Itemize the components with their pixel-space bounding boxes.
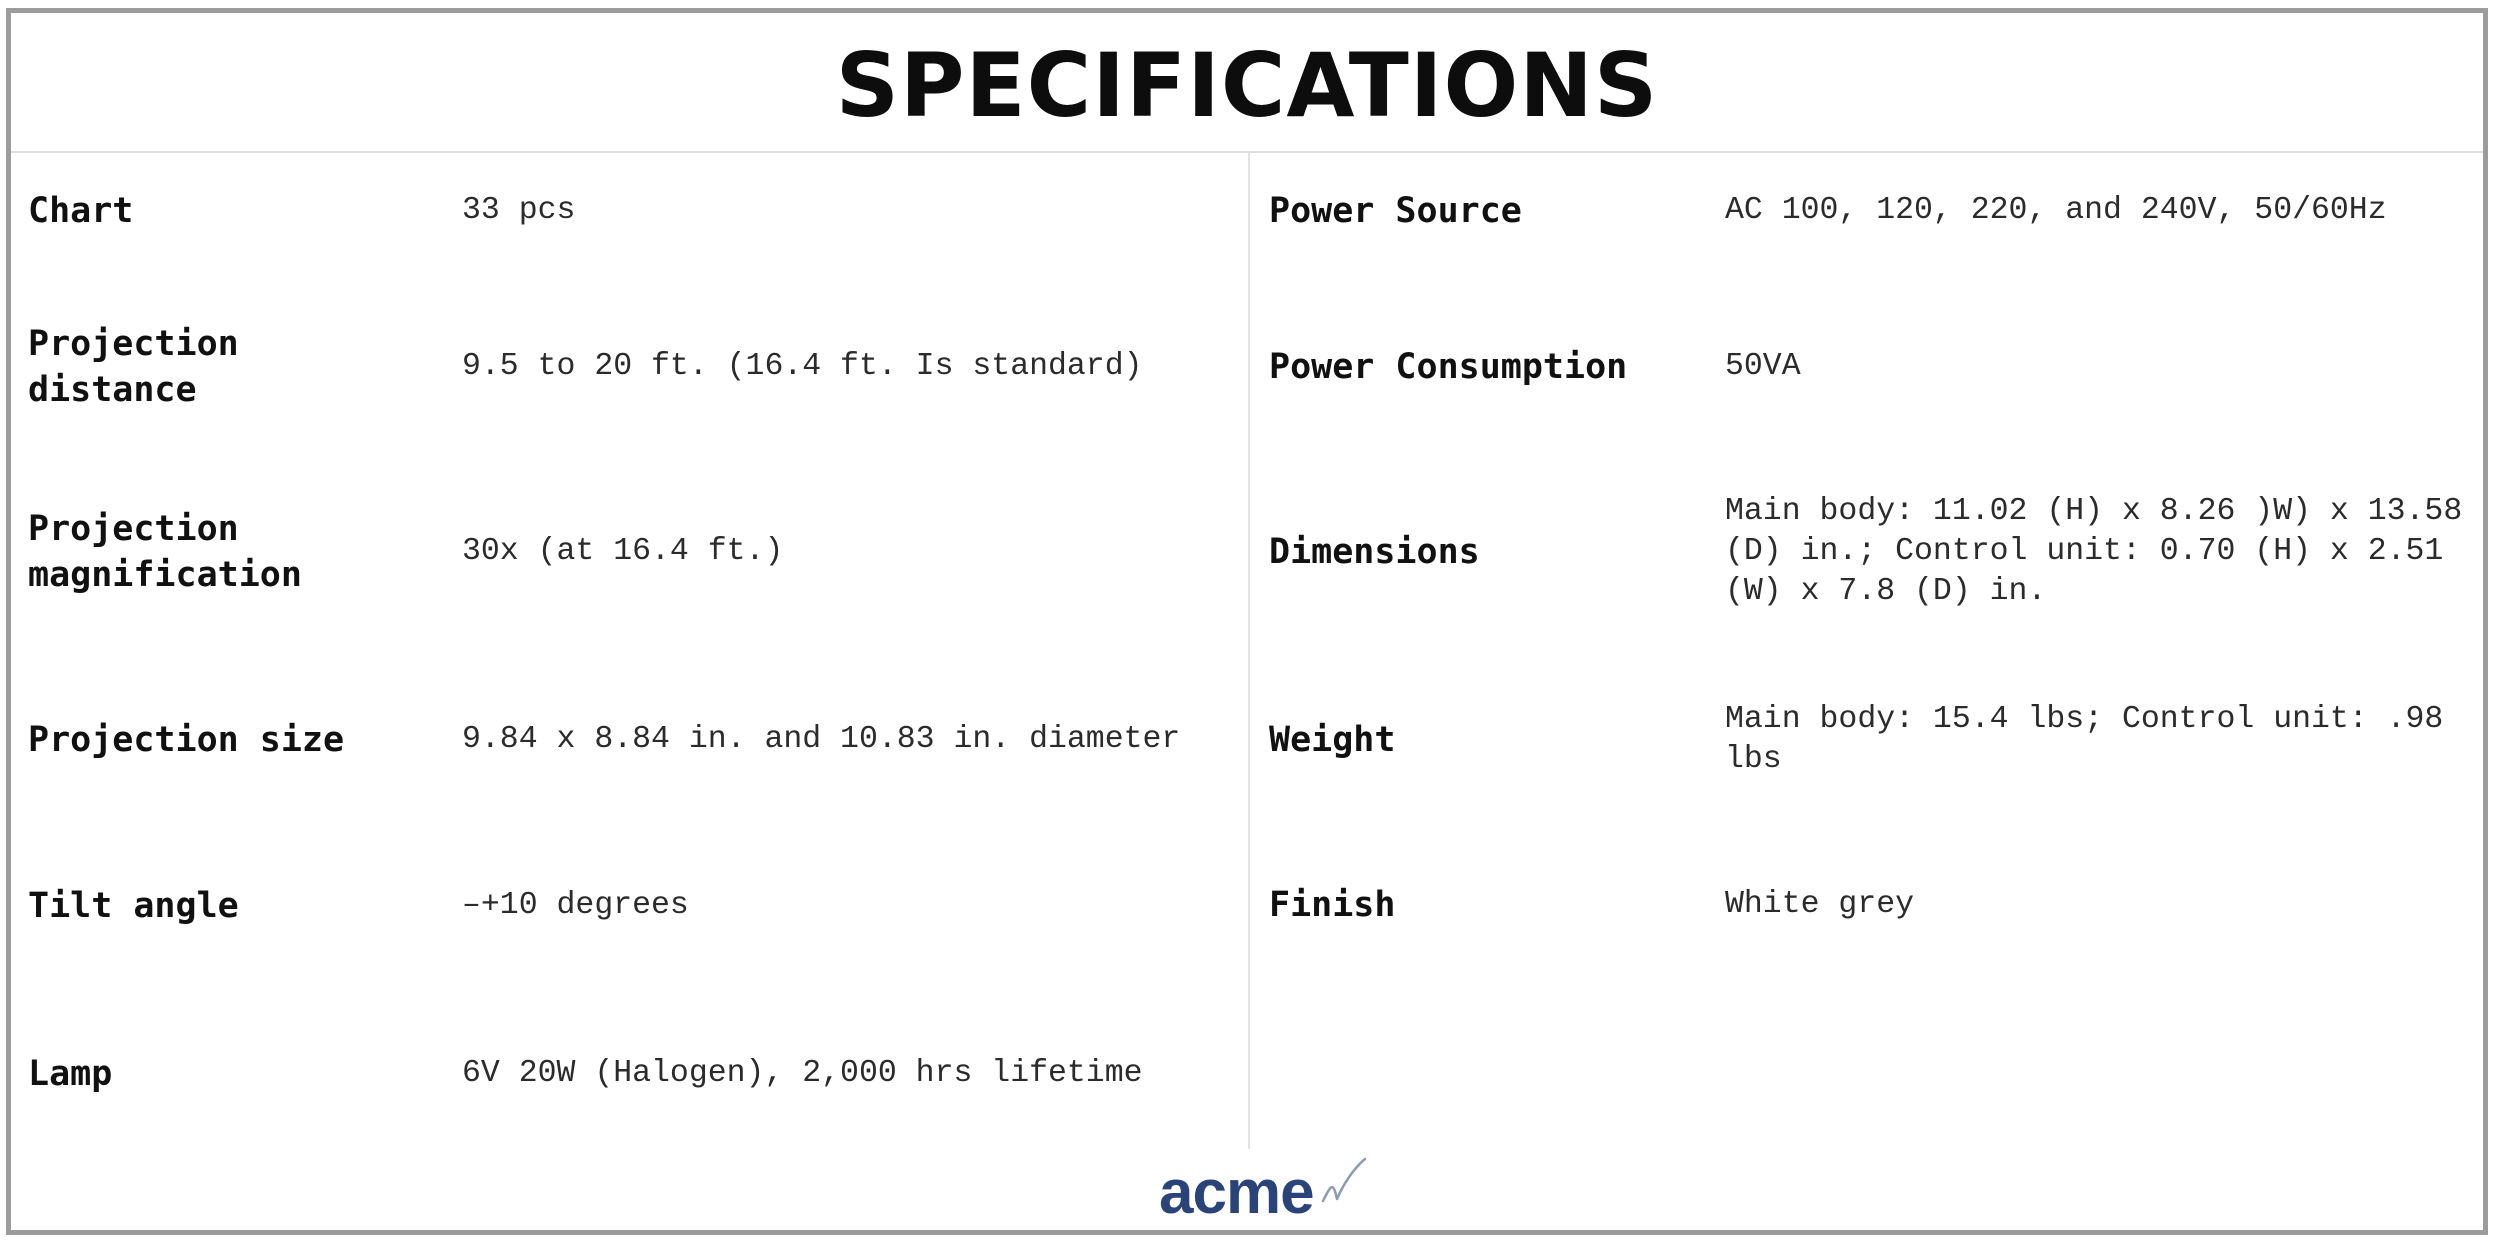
spec-value: AC 100, 120, 220, and 240V, 50/60Hz <box>1725 193 2387 228</box>
acme-logo <box>1151 1149 1371 1239</box>
header <box>11 13 2483 153</box>
spec-value: 33 pcs <box>462 193 576 228</box>
page-title: SPECIFICATIONS <box>835 33 1659 137</box>
spec-value: 6V 20W (Halogen), 2,000 hrs lifetime <box>462 1056 1143 1091</box>
spec-row-power-consumption <box>1269 344 2500 390</box>
spec-label: Projection distance <box>28 324 239 410</box>
spec-row-weight <box>1269 702 2500 777</box>
spec-label: Power Source <box>1269 191 1522 231</box>
spec-row-projection-distance <box>28 321 1222 413</box>
spec-label: Power Consumption <box>1269 347 1628 387</box>
checkmark-swoosh-icon <box>1319 1155 1369 1215</box>
spec-label: Weight <box>1269 720 1396 760</box>
spec-label: Projection size <box>28 720 345 760</box>
spec-value: 9.84 x 8.84 in. and 10.83 in. diameter <box>462 722 1181 757</box>
spec-label: Finish <box>1269 885 1396 925</box>
spec-value: –+10 degrees <box>462 888 689 923</box>
spec-value: Main body: 15.4 lbs; Control unit: .98 lbs <box>1725 702 2444 777</box>
spec-label: Tilt angle <box>28 886 239 926</box>
spec-row-lamp <box>28 1051 1222 1097</box>
spec-row-power-source <box>1269 188 2500 234</box>
spec-row-dimensions <box>1269 492 2500 612</box>
spec-row-projection-magnification <box>28 506 1222 598</box>
spec-value: 50VA <box>1725 349 1801 384</box>
spec-value: 9.5 to 20 ft. (16.4 ft. Is standard) <box>462 349 1143 384</box>
spec-label: Lamp <box>28 1054 113 1094</box>
spec-label: Chart <box>28 191 134 231</box>
spec-value: Main body: 11.02 (H) x 8.26 )W) x 13.58 (D) in.; Control unit: 0.70 (H) x 2.51 (W) x 7.8 (D) in. <box>1725 494 2463 609</box>
spec-row-tilt-angle <box>28 883 1222 929</box>
column-divider <box>1248 153 1250 1149</box>
spec-label: Dimensions <box>1269 532 1480 572</box>
spec-value: White grey <box>1725 887 1915 922</box>
spec-row-chart <box>28 188 1222 234</box>
spec-sheet <box>6 8 2488 1235</box>
logo-text: acme <box>1159 1158 1314 1227</box>
spec-label: Projection magnification <box>28 509 302 595</box>
spec-row-finish <box>1269 882 2500 928</box>
spec-value: 30x (at 16.4 ft.) <box>462 534 784 569</box>
spec-row-projection-size <box>28 717 1222 763</box>
